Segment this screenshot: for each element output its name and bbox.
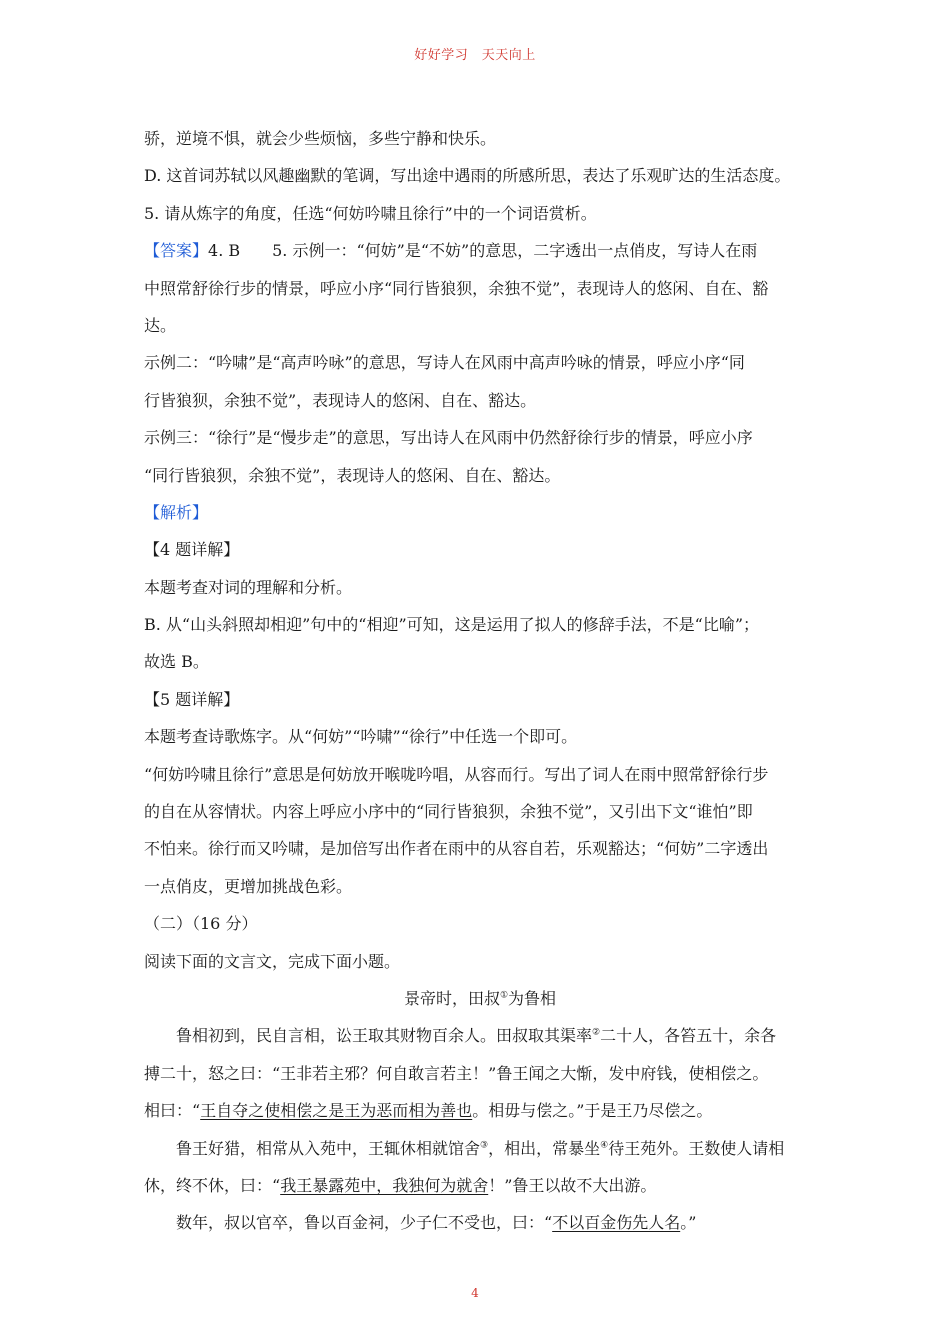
passage-text: 鲁王好猎，相常从入苑中，王辄休相就馆舍 [176, 1138, 481, 1158]
passage-line [144, 1017, 816, 1054]
passage-title [144, 980, 816, 1017]
text-line: 行皆狼狈，余独不觉”，表现诗人的悠闲、自在、豁达。 [144, 390, 537, 410]
underlined-sentence: 我王暴露苑中，我独何为就舍 [280, 1175, 489, 1195]
passage-text: 数年，叔以官卒，鲁以百金祠，少子仁不受也，曰：“ [176, 1213, 553, 1233]
footnote-mark: ④ [600, 1140, 609, 1151]
answer-line [144, 232, 816, 269]
footnote-mark: ② [592, 1028, 601, 1039]
document-body [144, 120, 816, 1242]
text-line: 不怕来。徐行而又吟啸，是加倍写出作者在雨中的从容自若，乐观豁达；“何妨”二字透出 [144, 839, 769, 859]
option-d: D. 这首词苏轼以风趣幽默的笔调，写出途中遇雨的所感所思，表达了乐观旷达的生活态度。 [144, 166, 791, 186]
text-line: “何妨吟啸且徐行”意思是何妨放开喉咙吟唱，从容而行。写出了词人在雨中照常舒徐行步 [144, 764, 769, 784]
text-line: 骄，逆境不惧，就会少些烦恼，多些宁静和快乐。 [144, 129, 497, 148]
passage-text: 待王苑外。王数使人请相 [608, 1138, 785, 1158]
underlined-sentence: 王自夺之使相偿之是王为恶而相为善也 [200, 1101, 473, 1121]
passage-text: 相曰：“ [144, 1101, 201, 1121]
text-line: 的自在从容情状。内容上呼应小序中的“同行皆狼狈，余独不觉”，又引出下文“谁怕”即 [144, 802, 753, 822]
text-line: “同行皆狼狈，余独不觉”，表现诗人的悠闲、自在、豁达。 [144, 465, 561, 485]
text-line: 一点俏皮，更增加挑战色彩。 [144, 876, 353, 896]
analysis-tag: 【解析】 [144, 502, 209, 522]
answer-text: 4. B 5. 示例一：“何妨”是“不妨”的意思，二字透出一点俏皮，写诗人在雨 [208, 241, 758, 261]
part-heading: （二）（16 分） [144, 914, 258, 934]
instruction-line: 阅读下面的文言文，完成下面小题。 [144, 951, 401, 971]
answer-tag: 【答案】 [144, 241, 209, 261]
passage-line [144, 1092, 816, 1129]
analysis-line [144, 494, 816, 531]
passage-text: 。相毋与偿之。”于是王乃尽偿之。 [472, 1101, 713, 1121]
passage-text: 。” [680, 1213, 697, 1233]
passage-line: 搏二十，怒之曰：“王非若主邪？何自敢言若主！”鲁王闻之大惭，发中府钱，使相偿之。 [144, 1063, 769, 1083]
passage-text: 鲁相初到，民自言相，讼王取其财物百余人。田叔取其渠率 [176, 1026, 593, 1046]
section-heading: 【5 题详解】 [144, 689, 240, 709]
passage-text: 休，终不休，曰：“ [144, 1175, 281, 1195]
page-number: 4 [471, 1286, 479, 1300]
section-heading: 【4 题详解】 [144, 540, 240, 560]
passage-text: 二十人，各笞五十，余各 [600, 1026, 777, 1046]
underlined-sentence: 不以百金伤先人名 [552, 1213, 681, 1233]
text-line: 本题考查诗歌炼字。从“何妨”“吟啸”“徐行”中任选一个即可。 [144, 727, 578, 747]
passage-line [144, 1130, 816, 1167]
text-line: 故选 B。 [144, 652, 209, 672]
passage-text: ！”鲁王以故不大出游。 [488, 1175, 657, 1195]
example-three: 示例三：“徐行”是“慢步走”的意思，写出诗人在风雨中仍然舒徐行步的情景，呼应小序 [144, 428, 753, 448]
passage-line [144, 1167, 816, 1204]
page-header: 好好学习 天天向上 [414, 48, 536, 63]
text-line: 中照常舒徐行步的情景，呼应小序“同行皆狼狈，余独不觉”，表现诗人的悠闲、自在、豁 [144, 278, 769, 298]
title-text: 为鲁相 [508, 988, 557, 1008]
passage-line [144, 1204, 816, 1241]
title-text: 景帝时，田叔 [403, 988, 500, 1008]
passage-text: ，相出，常暴坐 [488, 1138, 601, 1158]
footnote-mark: ③ [480, 1140, 489, 1151]
text-line: 本题考查对词的理解和分析。 [144, 577, 353, 597]
text-line: B. 从“山头斜照却相迎”句中的“相迎”可知，这是运用了拟人的修辞手法，不是“比喻”； [144, 615, 760, 635]
text-line: 达。 [144, 315, 177, 335]
question-5: 5. 请从炼字的角度，任选“何妨吟啸且徐行”中的一个词语赏析。 [144, 203, 597, 223]
footnote-mark: ① [499, 990, 509, 1001]
example-two: 示例二：“吟啸”是“高声吟咏”的意思，写诗人在风雨中高声吟咏的情景，呼应小序“同 [144, 353, 745, 373]
